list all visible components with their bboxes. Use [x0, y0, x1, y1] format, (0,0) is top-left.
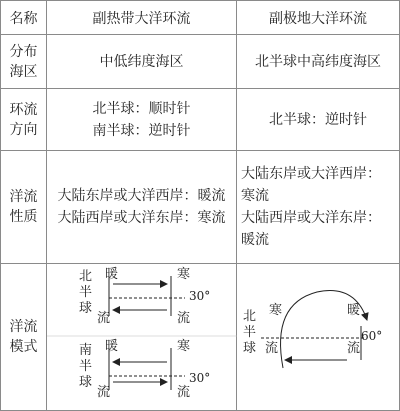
flow-label-right: 流	[177, 311, 191, 326]
nature-subpolar	[237, 151, 400, 264]
north-subtropical-diagram	[79, 266, 210, 326]
north-hemisphere-char: 球	[243, 341, 257, 356]
direction-subpolar: 北半球：逆时针	[237, 89, 400, 151]
north-hemisphere-char: 球	[79, 301, 93, 316]
warm-current-label: 暖	[347, 303, 361, 318]
nature-row	[1, 151, 400, 264]
south-subtropical-diagram	[79, 338, 210, 400]
warm-current-label: 暖	[105, 267, 119, 282]
row-header-line: 分布	[9, 43, 38, 60]
subpolar-model-diagram	[237, 264, 400, 406]
distribution-row	[1, 35, 400, 89]
north-hemisphere-char: 北	[243, 309, 257, 324]
latitude-label: 30°	[189, 371, 211, 385]
north-hemisphere-char: 北	[79, 269, 93, 284]
latitude-label: 30°	[189, 289, 211, 303]
header-subpolar-gyre: 副极地大洋环流	[237, 1, 400, 35]
cold-current-label: 寒	[177, 339, 191, 354]
nature-line: 大陆东岸或大洋西岸：暖流	[57, 188, 226, 204]
north-subpolar-diagram	[243, 291, 382, 368]
south-hemisphere-char: 半	[79, 359, 93, 374]
header-subtropical-gyre: 副热带大洋环流	[47, 1, 237, 35]
row-header-line: 海区	[9, 63, 38, 80]
model-subpolar	[237, 264, 400, 411]
warm-current-label: 暖	[105, 339, 119, 354]
row-header-line: 模式	[9, 339, 38, 355]
subpolar-diagram-wrap	[237, 264, 399, 410]
row-header-nature	[1, 151, 47, 264]
row-header-line: 环流	[9, 101, 38, 118]
direction-row	[1, 89, 400, 151]
row-header-model	[1, 264, 47, 411]
nature-line: 暖流	[241, 232, 269, 248]
model-subtropical	[47, 264, 237, 411]
row-header-line: 洋流	[9, 319, 38, 335]
flow-label-right: 流	[177, 385, 191, 400]
header-row	[1, 1, 400, 35]
direction-line: 北半球：顺时针	[92, 100, 191, 117]
flow-label-left: 流	[97, 311, 111, 326]
cold-current-label: 寒	[269, 303, 283, 318]
nature-line: 大陆西岸或大洋东岸：寒流	[57, 210, 226, 226]
flow-label-left: 流	[97, 385, 111, 400]
row-header-line: 方向	[9, 121, 38, 138]
row-header-distribution	[1, 35, 47, 89]
row-header-direction	[1, 89, 47, 151]
south-hemisphere-char: 南	[79, 343, 93, 358]
south-hemisphere-char: 球	[79, 375, 93, 390]
flow-label-right: 流	[347, 341, 361, 356]
cold-current-label: 寒	[177, 267, 191, 282]
header-name: 名称	[1, 1, 47, 35]
distribution-subtropical: 中低纬度海区	[47, 35, 237, 89]
subtropical-diagrams	[47, 264, 236, 410]
subtropical-model-diagram	[47, 264, 237, 406]
latitude-label: 60°	[361, 329, 383, 343]
nature-line: 大陆西岸或大洋东岸：	[241, 210, 381, 226]
nature-subtropical	[47, 151, 237, 264]
model-row	[1, 264, 400, 411]
flow-label-left: 流	[265, 341, 279, 356]
nature-line: 大陆东岸或大洋西岸：	[241, 166, 381, 182]
direction-subtropical	[47, 89, 237, 151]
north-hemisphere-char: 半	[243, 325, 257, 340]
nature-line: 寒流	[241, 188, 269, 204]
row-header-line: 洋流	[9, 189, 38, 205]
row-header-line: 性质	[9, 209, 38, 225]
north-hemisphere-char: 半	[79, 285, 93, 300]
direction-line: 南半球：逆时针	[92, 122, 191, 139]
distribution-subpolar: 北半球中高纬度海区	[237, 35, 400, 89]
